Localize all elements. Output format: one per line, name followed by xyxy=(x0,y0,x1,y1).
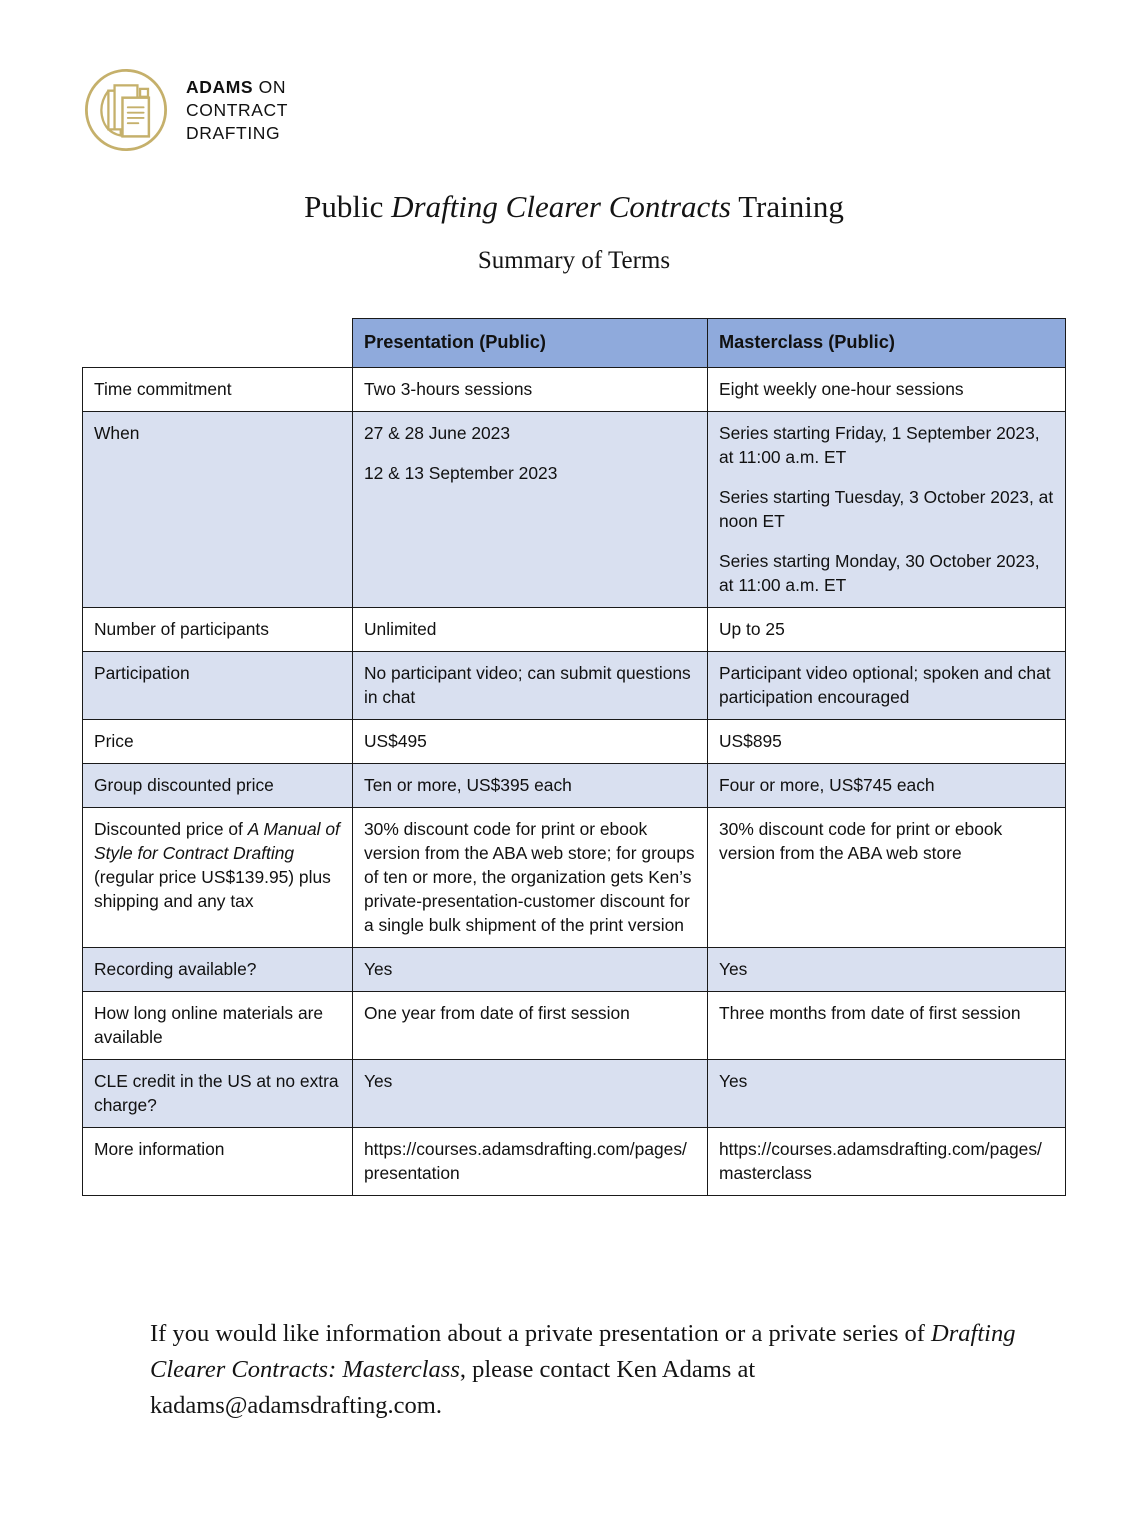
table-row xyxy=(83,1128,1066,1196)
cell-presentation xyxy=(353,652,708,720)
cell-masterclass xyxy=(708,412,1066,608)
cell-paragraph: 27 & 28 June 2023 xyxy=(364,423,511,444)
row-label xyxy=(83,808,353,948)
cell-paragraph: Participant video optional; spoken and chat participation encouraged xyxy=(719,663,1051,708)
page-subtitle: Summary of Terms xyxy=(477,247,671,274)
cell-masterclass xyxy=(708,1128,1066,1196)
column-header-presentation: Presentation (Public) xyxy=(353,319,708,368)
row-label xyxy=(83,412,353,608)
contact-note-italic: Drafting Clearer Contracts: Masterclass xyxy=(150,1320,1016,1383)
row-label-text: Group discounted price xyxy=(94,775,274,796)
cell-paragraph: Up to 25 xyxy=(719,619,785,640)
column-header-masterclass: Masterclass (Public) xyxy=(708,319,1066,368)
summary-of-terms-table xyxy=(82,318,1066,1196)
row-label-text: When xyxy=(94,423,140,444)
row-label xyxy=(83,992,353,1060)
cell-masterclass xyxy=(708,1060,1066,1128)
cell-paragraph: Unlimited xyxy=(364,619,437,640)
page-title xyxy=(0,188,1148,225)
table-body xyxy=(83,368,1066,1196)
row-label xyxy=(83,948,353,992)
cell-masterclass xyxy=(708,992,1066,1060)
brand-wordmark-on: ON xyxy=(253,77,287,98)
cell-paragraph: One year from date of first session xyxy=(364,1003,630,1024)
table-row xyxy=(83,948,1066,992)
brand-wordmark-line1 xyxy=(186,76,288,99)
row-label-text: More information xyxy=(94,1139,225,1160)
cell-masterclass xyxy=(708,368,1066,412)
row-label xyxy=(83,1128,353,1196)
cell-paragraph: Yes xyxy=(364,1071,393,1092)
cell-paragraph: https://courses.adamsdrafting.com/pages/presentation xyxy=(364,1139,687,1184)
cell-masterclass xyxy=(708,652,1066,720)
cell-masterclass xyxy=(708,608,1066,652)
cell-paragraph: Series starting Friday, 1 September 2023, at 11:00 a.m. ET xyxy=(719,423,1040,468)
table-row xyxy=(83,412,1066,608)
cell-presentation xyxy=(353,1128,708,1196)
table-row xyxy=(83,368,1066,412)
brand-logo xyxy=(82,66,288,154)
row-label-text: Number of participants xyxy=(94,619,269,640)
cell-paragraph: Four or more, US$745 each xyxy=(719,775,935,796)
page-title-italic: Drafting Clearer Contracts xyxy=(391,189,731,224)
row-label-after: (regular price US$139.95) plus shipping and any tax xyxy=(94,867,331,912)
cell-paragraph: Ten or more, US$395 each xyxy=(364,775,572,796)
row-label xyxy=(83,764,353,808)
cell-paragraph: Three months from date of first session xyxy=(719,1003,1021,1024)
cell-masterclass xyxy=(708,948,1066,992)
cell-paragraph: Two 3-hours sessions xyxy=(364,379,533,400)
cell-presentation xyxy=(353,608,708,652)
cell-masterclass xyxy=(708,808,1066,948)
table-row xyxy=(83,720,1066,764)
cell-paragraph: Series starting Tuesday, 3 October 2023, at noon ET xyxy=(719,487,1054,532)
table-row xyxy=(83,764,1066,808)
brand-wordmark-line2: CONTRACT xyxy=(186,100,289,121)
cell-presentation xyxy=(353,808,708,948)
contact-note xyxy=(150,1316,1020,1423)
cell-presentation xyxy=(353,764,708,808)
row-label-text: CLE credit in the US at no extra charge? xyxy=(94,1071,339,1116)
cell-paragraph: Eight weekly one-hour sessions xyxy=(719,379,964,400)
row-label-before: Discounted price of xyxy=(94,819,248,840)
brand-wordmark-adams: ADAMS xyxy=(186,77,254,98)
cell-paragraph: 30% discount code for print or ebook version from the ABA web store; for groups of ten or more, the organization gets Ken’s private-presentation-customer discount for a single bulk shipment of the print version xyxy=(364,819,695,936)
cell-paragraph: US$895 xyxy=(719,731,782,752)
row-label-text: Time commitment xyxy=(94,379,232,400)
adams-on-contract-drafting-logo-icon xyxy=(82,66,170,154)
cell-paragraph: Yes xyxy=(719,959,748,980)
row-label xyxy=(83,720,353,764)
brand-wordmark-line3: DRAFTING xyxy=(186,122,281,143)
table-header-row xyxy=(83,319,1066,368)
contact-note-part2: , please contact Ken Adams at kadams@adamsdrafting.com. xyxy=(150,1355,756,1419)
row-label xyxy=(83,608,353,652)
cell-paragraph: Yes xyxy=(364,959,393,980)
page-title-after: Training xyxy=(731,189,844,224)
row-label xyxy=(83,652,353,720)
cell-presentation xyxy=(353,1060,708,1128)
cell-paragraph: 12 & 13 September 2023 xyxy=(364,463,558,484)
row-label-italic: A Manual of Style for Contract Drafting xyxy=(94,819,340,864)
cell-presentation xyxy=(353,368,708,412)
cell-masterclass xyxy=(708,720,1066,764)
cell-paragraph: No participant video; can submit questions in chat xyxy=(364,663,691,708)
row-label-text: Participation xyxy=(94,663,190,684)
table-row xyxy=(83,652,1066,720)
table-row xyxy=(83,1060,1066,1128)
row-label xyxy=(83,368,353,412)
row-label-text: Recording available? xyxy=(94,959,257,980)
cell-presentation xyxy=(353,720,708,764)
row-label-text: How long online materials are available xyxy=(94,1003,324,1048)
brand-wordmark xyxy=(186,75,288,144)
cell-presentation xyxy=(353,992,708,1060)
cell-paragraph: https://courses.adamsdrafting.com/pages/masterclass xyxy=(719,1139,1042,1184)
row-label xyxy=(83,1060,353,1128)
cell-masterclass xyxy=(708,764,1066,808)
cell-paragraph: Series starting Monday, 30 October 2023, at 11:00 a.m. ET xyxy=(719,551,1040,596)
cell-presentation xyxy=(353,412,708,608)
page-title-before: Public xyxy=(304,189,392,224)
row-label-text: Price xyxy=(94,731,134,752)
cell-paragraph: Yes xyxy=(719,1071,748,1092)
column-header-blank xyxy=(83,319,353,368)
table-row xyxy=(83,608,1066,652)
table-row xyxy=(83,992,1066,1060)
cell-paragraph: 30% discount code for print or ebook version from the ABA web store xyxy=(719,819,1003,864)
contact-note-part1: If you would like information about a private presentation or a private series of xyxy=(150,1320,932,1347)
table-row xyxy=(83,808,1066,948)
cell-presentation xyxy=(353,948,708,992)
cell-paragraph: US$495 xyxy=(364,731,427,752)
